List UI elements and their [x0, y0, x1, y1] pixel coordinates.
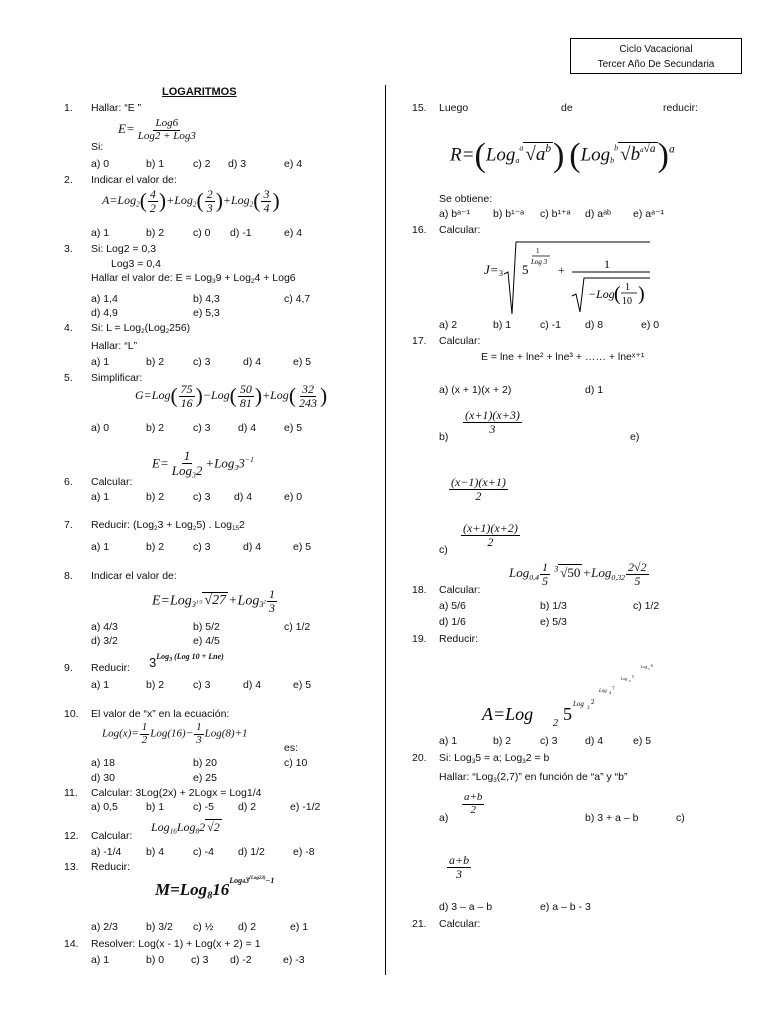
svg-text:1: 1 [604, 257, 610, 271]
q21-text: Calcular: [439, 918, 481, 930]
q13-text: Reducir: [91, 861, 131, 873]
q12-opt-c: c) -4 [193, 846, 214, 858]
q20-opt-e: e) a – b - 3 [540, 901, 591, 913]
q1-eq-den: Log2 + Log3 [137, 129, 196, 142]
q17-equation: E = lne + lne² + lne³ + …… + lneˣ⁺¹ [481, 351, 645, 363]
q15-word1: Luego [439, 102, 469, 114]
q16-opt-a: a) 2 [439, 319, 458, 331]
q11-opt-b: b) 1 [146, 801, 165, 813]
q13-opt-e: e) 1 [290, 921, 309, 933]
svg-text:Log: Log [641, 664, 648, 669]
q16-opt-c: c) -1 [540, 319, 561, 331]
q4-opt-d: d) 4 [243, 356, 262, 368]
q20-text: Si: Log$_3$5 = a; Log$_3$2 = b [439, 752, 550, 766]
q10-opt-a: a) 18 [91, 757, 115, 769]
q17-opt-b-fraction: $\frac{(x+1)(x+3)}{3}$ [465, 408, 520, 436]
q14-opt-e: e) -3 [283, 954, 305, 966]
q6-opt-b: b) 2 [146, 491, 165, 503]
q15-opt-d: d) aᵃᵇ [585, 208, 611, 220]
q4-number: 4. [64, 322, 73, 334]
q18-opt-d: d) 1/6 [439, 616, 466, 628]
q19-opt-b: b) 2 [493, 735, 512, 747]
q11-text: Calcular: 3Log(2x) + 2Logx = Log1/4 [91, 787, 262, 799]
q6-text: Calcular: [91, 476, 133, 488]
q8-opt-d: d) 3/2 [91, 635, 118, 647]
q1-text: Hallar: “E ” [91, 102, 142, 114]
q20-opt-c-fraction: $\frac{a+b}{3}$ [449, 853, 470, 881]
header-box [570, 38, 742, 74]
q16-equation [484, 238, 654, 320]
q10-text: El valor de “x” en la ecuación: [91, 708, 230, 720]
q13-number: 13. [64, 861, 79, 873]
q10-number: 10. [64, 708, 79, 720]
q5-opt-a: a) 0 [91, 422, 110, 434]
q1-number: 1. [64, 102, 73, 114]
q16-opt-d: d) 8 [585, 319, 604, 331]
q10-equation: Log(x)= $\frac{1}{2}$ Log(16)− $\frac{1}{3}$ Log(8)+1 [102, 721, 248, 746]
q20-opt-b: b) 3 + a – b [585, 812, 639, 824]
q14-opt-b: b) 0 [146, 954, 165, 966]
q3-opt-e: e) 5,3 [193, 307, 220, 319]
q7-text: Reducir: (Log$_2$3 + Log$_2$5) . Log$_{15}$2 [91, 519, 245, 533]
q3-text2: Log3 = 0,4 [111, 258, 161, 270]
q4-opt-a: a) 1 [91, 356, 110, 368]
q15-number: 15. [412, 102, 427, 114]
q19-opt-d: d) 4 [585, 735, 604, 747]
q10-opt-e: e) 25 [193, 772, 217, 784]
q11-opt-d: d) 2 [238, 801, 257, 813]
q4-opt-c: c) 3 [193, 356, 211, 368]
header-line1: Ciclo Vacacional [619, 44, 693, 55]
q9-opt-d: d) 4 [243, 679, 262, 691]
q6-number: 6. [64, 476, 73, 488]
q18-opt-e: e) 5/3 [540, 616, 567, 628]
q3-number: 3. [64, 243, 73, 255]
q14-opt-d: d) -2 [230, 954, 252, 966]
svg-text:2: 2 [591, 698, 595, 706]
q17-opt-a: a) (x + 1)(x + 2) [439, 384, 512, 396]
q7-opt-a: a) 1 [91, 541, 110, 553]
svg-text:Log 3: Log 3 [531, 258, 548, 266]
q2-number: 2. [64, 174, 73, 186]
q12-opt-a: a) -1/4 [91, 846, 122, 858]
q10-es: es: [284, 742, 299, 754]
q8-text: Indicar el valor de: [91, 570, 177, 582]
q15-word2: de [561, 102, 573, 114]
q1-opt-e: e) 4 [284, 158, 303, 170]
q4-opt-b: b) 2 [146, 356, 165, 368]
q16-number: 16. [412, 224, 427, 236]
q19-number: 19. [412, 633, 427, 645]
q13-opt-a: a) 2/3 [91, 921, 118, 933]
svg-text:2: 2 [553, 718, 558, 726]
q19-text: Reducir: [439, 633, 479, 645]
q16-opt-e: e) 0 [641, 319, 660, 331]
svg-text:5: 5 [632, 674, 634, 679]
svg-text:5: 5 [522, 262, 529, 277]
q19-equation [480, 660, 680, 726]
q15-equation: R=(Log$_a^a$ $√a^b$) (Log$_b^b$ $√b^{a√a})^a$ [450, 137, 675, 174]
q14-text: Resolver: Log(x - 1) + Log(x + 2) = 1 [91, 938, 261, 950]
q18-equation: Log$_{0,4}$ $\frac{1}{5}$ $^3$ √50 +Log$_{0,32}$ $\frac{2√2}{5}$ [509, 560, 647, 588]
q3-opt-b: b) 4,3 [193, 293, 220, 305]
q11-opt-a: a) 0,5 [91, 801, 118, 813]
q6-opt-a: a) 1 [91, 491, 110, 503]
q18-number: 18. [412, 584, 427, 596]
q5-equation: G=Log( $\frac{75}{16}$ )−Log( $\frac{50}{81}$ )+Log( $\frac{32}{243}$ ) [135, 382, 328, 410]
q3-text3: Hallar el valor de: E = Log$_3$9 + Log$_2$4 + Log6 [91, 272, 296, 286]
q9-number: 9. [64, 662, 73, 674]
q7-opt-e: e) 5 [293, 541, 312, 553]
q1-eq-num: Log6 [155, 117, 179, 129]
q2-opt-d: d) -1 [230, 227, 252, 239]
q12-equation: Log$_{16}$Log$_8$2 √2 [151, 820, 220, 836]
q20-opt-c: c) [676, 812, 685, 824]
q10-opt-b: b) 20 [193, 757, 217, 769]
q20-text2: Hallar: “Log$_3$(2,7)” en función de “a” y “b” [439, 771, 628, 785]
q3-opt-a: a) 1,4 [91, 293, 118, 305]
q8-number: 8. [64, 570, 73, 582]
q8-opt-c: c) 1/2 [284, 621, 311, 633]
q17-opt-c-fraction: $\frac{(x+1)(x+2)}{2}$ [463, 521, 518, 549]
q15-opt-b: b) b¹⁻ᵃ [493, 208, 525, 220]
q1-equation [118, 118, 199, 142]
page-title: LOGARITMOS [162, 86, 237, 98]
q18-opt-a: a) 5/6 [439, 600, 466, 612]
q4-text: Si: L = Log$_2$(Log$_2$256) [91, 322, 191, 336]
svg-text:3: 3 [499, 269, 503, 278]
svg-text:): ) [638, 283, 645, 305]
q5-text: Simplificar: [91, 372, 143, 384]
q12-opt-b: b) 4 [146, 846, 165, 858]
q9-opt-b: b) 2 [146, 679, 165, 691]
q19-opt-e: e) 5 [633, 735, 652, 747]
q20-opt-a: a) [439, 812, 449, 824]
q12-number: 12. [64, 830, 79, 842]
svg-text:4: 4 [609, 690, 611, 695]
q6-opt-c: c) 3 [193, 491, 211, 503]
q12-opt-d: d) 1/2 [238, 846, 265, 858]
q1-eq-lhs: E= [118, 121, 135, 137]
svg-text:6: 6 [629, 679, 631, 683]
q17-opt-c: c) [439, 544, 448, 556]
q9-expression: 3Log$_3$ (Log 10 + Lne) [149, 652, 224, 670]
q17-opt-d: d) 1 [585, 384, 604, 396]
q5-opt-b: b) 2 [146, 422, 165, 434]
svg-text:7: 7 [612, 687, 615, 692]
q17-opt-e-fraction: $\frac{(x-1)(x+1)}{2}$ [451, 475, 506, 503]
q15-opt-c: c) b¹⁺ᵃ [540, 208, 571, 220]
q16-opt-b: b) 1 [493, 319, 512, 331]
q5-opt-d: d) 4 [238, 422, 257, 434]
svg-text:J=: J= [484, 262, 499, 277]
q17-text: Calcular: [439, 335, 481, 347]
q10-opt-d: d) 30 [91, 772, 115, 784]
q2-opt-e: e) 4 [284, 227, 303, 239]
svg-text:1: 1 [536, 247, 540, 255]
q4-text2: Hallar: “L” [91, 340, 138, 352]
q8-opt-a: a) 4/3 [91, 621, 118, 633]
q4-opt-e: e) 5 [293, 356, 312, 368]
q19-opt-a: a) 1 [439, 735, 458, 747]
svg-text:Log: Log [599, 689, 607, 694]
q2-opt-c: c) 0 [193, 227, 211, 239]
q3-text: Si: Log2 = 0,3 [91, 243, 157, 255]
q15-se-obtiene: Se obtiene: [439, 193, 493, 205]
q5-opt-e: e) 5 [284, 422, 303, 434]
q20-opt-d: d) 3 – a – b [439, 901, 493, 913]
q11-number: 11. [64, 787, 78, 799]
svg-text:Log: Log [621, 676, 628, 681]
q1-opt-c: c) 2 [193, 158, 211, 170]
q14-opt-c: c) 3 [191, 954, 209, 966]
q3-opt-c: c) 4,7 [284, 293, 311, 305]
q7-opt-d: d) 4 [243, 541, 262, 553]
q13-opt-b: b) 3/2 [146, 921, 173, 933]
q2-equation: A=Log$_2$( $\frac{4}{2}$ )+Log$_2$( $\frac{2}{3}$ )+Log$_2$( $\frac{3}{4}$ ) [102, 187, 280, 215]
q14-number: 14. [64, 938, 79, 950]
q9-opt-c: c) 3 [193, 679, 211, 691]
q14-opt-a: a) 1 [91, 954, 110, 966]
q13-opt-c: c) ½ [193, 921, 214, 933]
q1-opt-d: d) 3 [228, 158, 247, 170]
q9-text: Reducir: [91, 662, 131, 674]
q11-opt-e: e) -1/2 [290, 801, 321, 813]
svg-text:6: 6 [651, 663, 653, 668]
q20-opt-a-fraction: $\frac{a+b}{2}$ [464, 791, 483, 816]
q17-opt-b: b) [439, 431, 449, 443]
svg-text:(: ( [614, 283, 621, 305]
q5-opt-c: c) 3 [193, 422, 211, 434]
svg-text:−Log: −Log [588, 287, 615, 301]
q6-equation: E= $\frac{1}{Log_32}$ $+Log_33^{-1}$ [152, 448, 254, 480]
q1-opt-a: a) 0 [91, 158, 110, 170]
q18-text: Calcular: [439, 584, 481, 596]
svg-text:5: 5 [648, 667, 650, 671]
q11-opt-c: c) -5 [193, 801, 214, 813]
q8-opt-e: e) 4/5 [193, 635, 220, 647]
q2-opt-a: a) 1 [91, 227, 110, 239]
q9-opt-e: e) 5 [293, 679, 312, 691]
q6-opt-d: d) 4 [234, 491, 253, 503]
svg-text:A=Log: A=Log [482, 704, 534, 724]
q15-opt-e: e) aᵃ⁻¹ [633, 208, 665, 220]
q18-opt-c: c) 1/2 [633, 600, 660, 612]
q17-opt-e: e) [630, 431, 640, 443]
svg-text:1: 1 [625, 282, 630, 293]
q10-opt-c: c) 10 [284, 757, 308, 769]
q15-opt-a: a) bᵃ⁻¹ [439, 208, 471, 220]
header-line2: Tercer Año De Secundaria [597, 59, 715, 70]
svg-text:3: 3 [587, 706, 590, 711]
q8-equation: E=Log$_{3^{1/3}}$ √27 +Log$_{3^2}$ $\frac{1}{3}$ [152, 587, 276, 615]
q7-opt-b: b) 2 [146, 541, 165, 553]
q17-number: 17. [412, 335, 427, 347]
q9-opt-a: a) 1 [91, 679, 110, 691]
svg-text:+: + [558, 263, 565, 277]
q13-opt-d: d) 2 [238, 921, 257, 933]
q1-opt-b: b) 1 [146, 158, 165, 170]
q3-opt-d: d) 4,9 [91, 307, 118, 319]
q8-opt-b: b) 5/2 [193, 621, 220, 633]
q5-number: 5. [64, 372, 73, 384]
svg-text:Log: Log [573, 700, 584, 708]
q7-number: 7. [64, 519, 73, 531]
q12-text: Calcular: [91, 830, 133, 842]
q2-text: Indicar el valor de: [91, 174, 177, 186]
q15-word3: reducir: [663, 102, 699, 114]
q7-opt-c: c) 3 [193, 541, 211, 553]
q20-number: 20. [412, 752, 427, 764]
q1-si: Si: [91, 141, 104, 153]
q19-opt-c: c) 3 [540, 735, 558, 747]
q18-opt-b: b) 1/3 [540, 600, 567, 612]
column-divider [385, 85, 386, 975]
svg-text:10: 10 [622, 296, 632, 307]
q13-equation: $M=Log_816^{Log43^{(Log23)}-1}$ [155, 876, 275, 902]
q21-number: 21. [412, 918, 427, 930]
q2-opt-b: b) 2 [146, 227, 165, 239]
q16-text: Calcular: [439, 224, 481, 236]
svg-text:5: 5 [563, 704, 572, 724]
q6-opt-e: e) 0 [284, 491, 303, 503]
q12-opt-e: e) -8 [293, 846, 315, 858]
